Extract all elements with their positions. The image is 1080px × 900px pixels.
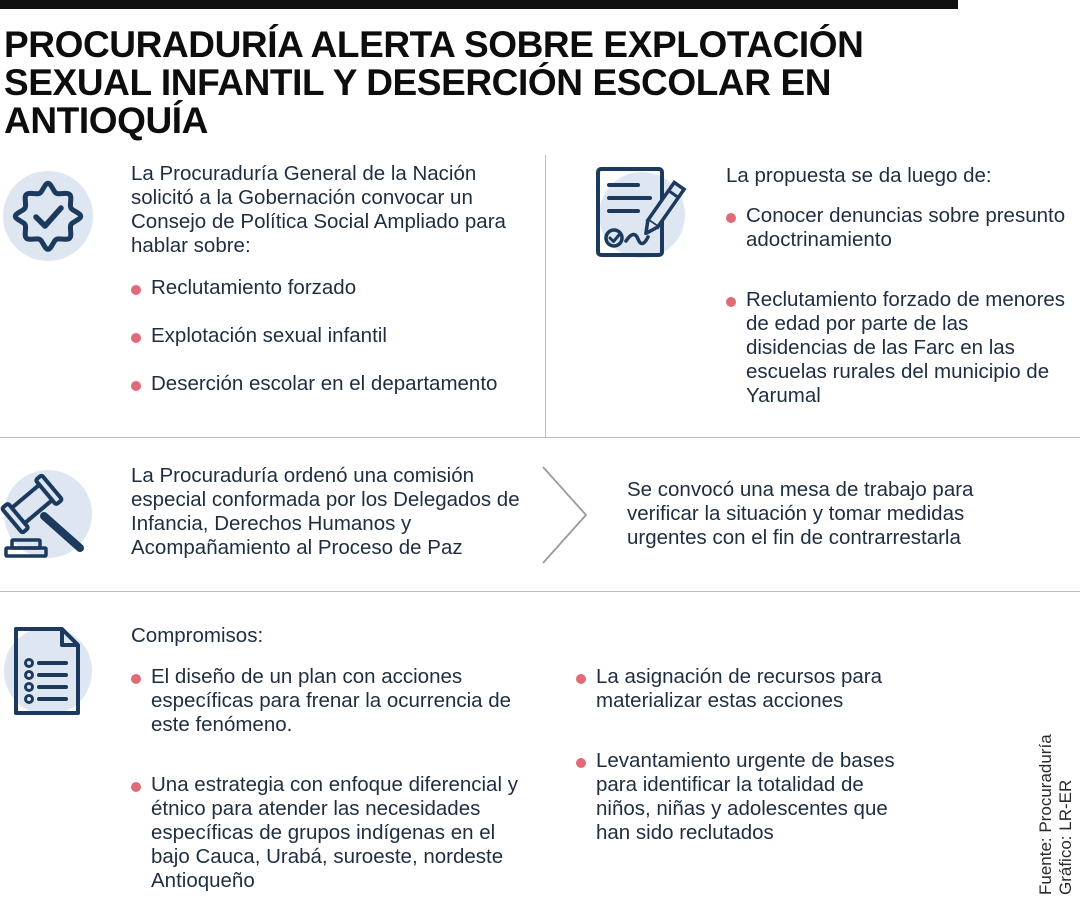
- section1-right-list: [726, 204, 1071, 408]
- list-item: Levantamiento urgente de bases para identificar la totalidad de niños, niñas y adolescentes que han sido reclutados: [576, 749, 906, 845]
- divider-2: [0, 591, 1080, 592]
- commitments-left-list: [131, 665, 521, 893]
- list-item: Conocer denuncias sobre presunto adoctrinamiento: [726, 204, 1071, 252]
- list-item: Reclutamiento forzado: [131, 276, 541, 300]
- bullet-dot: [131, 674, 141, 684]
- divider-1: [0, 437, 1080, 438]
- bullet-dot: [131, 381, 141, 391]
- bullet-dot: [726, 213, 736, 223]
- bullet-dot: [576, 758, 586, 768]
- commission-text: La Procuraduría ordenó una comisión especial conformada por los Delegados de Infancia, Derechos Humanos y Acompañamiento al Proceso de Paz: [131, 464, 520, 559]
- section1-left-list: [131, 276, 541, 396]
- top-rule: [0, 0, 958, 9]
- bullet-dot: [131, 285, 141, 295]
- verified-badge-icon: [0, 168, 96, 264]
- section1-right-intro: La propuesta se da luego de:: [726, 164, 992, 187]
- commitments-heading: Compromisos:: [131, 624, 264, 647]
- bullet-dot: [576, 674, 586, 684]
- list-item: La asignación de recursos para materializar estas acciones: [576, 665, 906, 713]
- list-item: Reclutamiento forzado de menores de edad por parte de las disidencias de las Farc en las escuelas rurales del municipio de Yarumal: [726, 288, 1071, 408]
- source-credit: Fuente: Procuraduría: [1036, 734, 1055, 895]
- list-item: Explotación sexual infantil: [131, 324, 541, 348]
- graphic-credit: Gráfico: LR-ER: [1056, 779, 1075, 895]
- list-item: Una estrategia con enfoque diferencial y étnico para atender las necesidades específicas de grupos indígenas en el bajo Cauca, Urabá, suroeste, nordeste Antioqueño: [131, 773, 521, 893]
- list-item: El diseño de un plan con acciones específicas para frenar la ocurrencia de este fenómeno.: [131, 665, 521, 737]
- chevron-right-icon: [540, 465, 590, 565]
- gavel-icon: [0, 468, 96, 564]
- bullet-dot: [726, 297, 736, 307]
- list-item: Deserción escolar en el departamento: [131, 372, 541, 396]
- section1-divider: [545, 155, 546, 437]
- section1-left-intro: La Procuraduría General de la Nación solicitó a la Gobernación convocar un Consejo de Política Social Ampliado para hablar sobre:: [131, 162, 506, 257]
- commitments-right-list: [576, 665, 906, 845]
- page-title: PROCURADURÍA ALERTA SOBRE EXPLOTACIÓN SEXUAL INFANTIL Y DESERCIÓN ESCOLAR EN ANTIOQUÍA: [4, 24, 864, 141]
- signed-document-icon: [590, 165, 690, 265]
- bullet-dot: [131, 782, 141, 792]
- working-table-text: Se convocó una mesa de trabajo para verificar la situación y tomar medidas urgentes con el fin de contrarrestarla: [627, 478, 974, 549]
- checklist-icon: [0, 625, 96, 721]
- bullet-dot: [131, 333, 141, 343]
- credits: [1036, 734, 1076, 895]
